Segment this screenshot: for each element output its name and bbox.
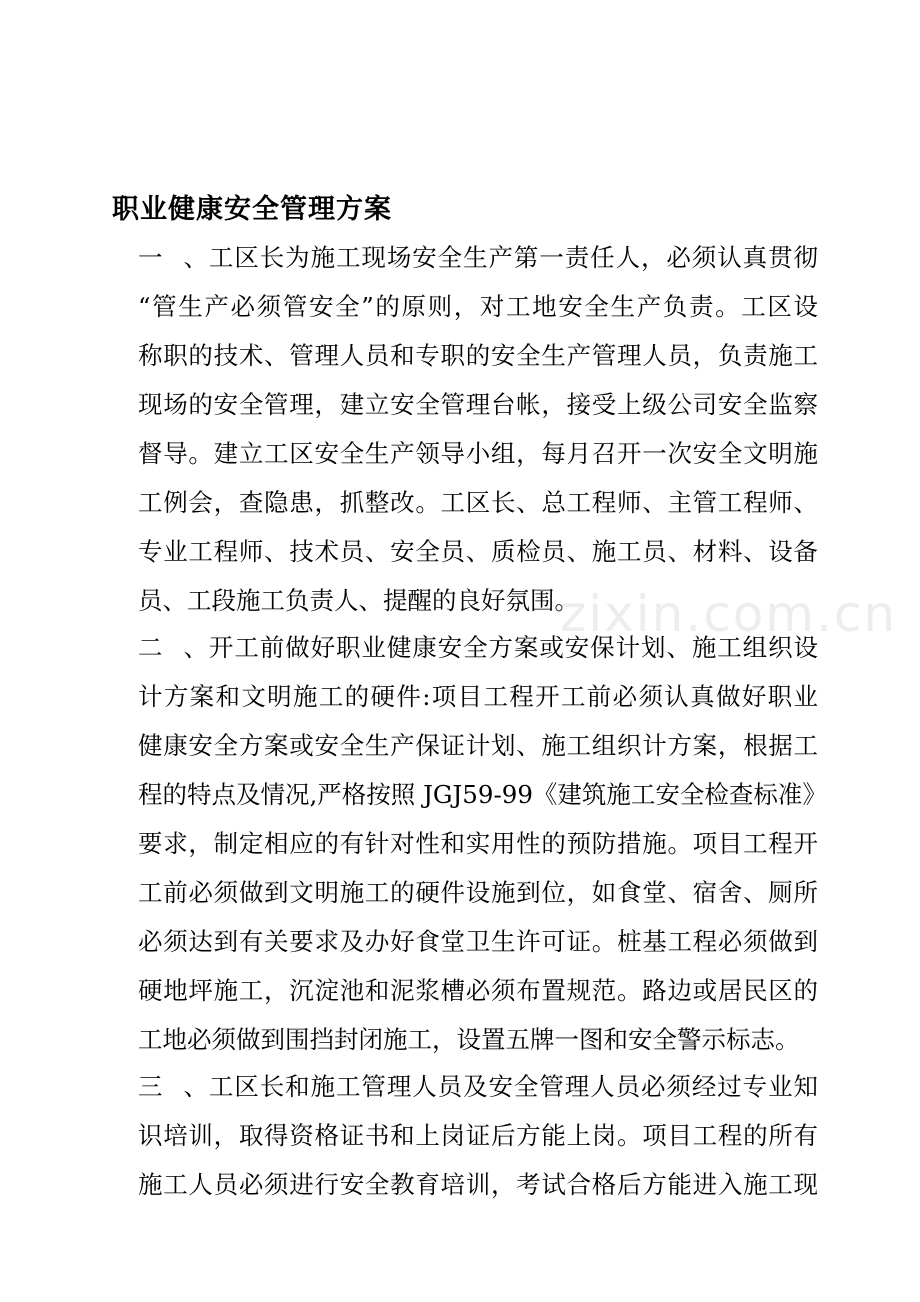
- section-number: 二、: [138, 633, 208, 662]
- text-line: 识培训，取得资格证书和上岗证后方能上岗。项目工程的所有: [138, 1121, 818, 1150]
- section-number: 三、: [138, 1072, 208, 1101]
- text-line: 称职的技术、管理人员和专职的安全生产管理人员，负责施工: [138, 341, 818, 370]
- text-line: 工地必须做到围挡封闭施工，设置五牌一图和安全警示标志。: [138, 1025, 800, 1054]
- section-2: [138, 623, 827, 1064]
- text-line: 要求，制定相应的有针对性和实用性的预防措施。项目工程开: [138, 829, 818, 858]
- line-text: 工区长和施工管理人员及安全管理人员必须经过专业知: [208, 1072, 818, 1101]
- section-number: 一、: [138, 243, 208, 272]
- text-line: [138, 1062, 818, 1111]
- text-line: 督导。建立工区安全生产领导小组，每月召开一次安全文明施: [138, 439, 818, 468]
- document-title: 职业健康安全管理方案: [112, 194, 392, 225]
- watermark: zixin.com.cn: [560, 585, 898, 643]
- section-3: [138, 1062, 818, 1209]
- text-line: 员、工段施工负责人、提醒的良好氛围。: [138, 586, 579, 615]
- text-line: 专业工程师、技术员、安全员、质检员、施工员、材料、设备: [138, 537, 818, 566]
- text-line: 必须达到有关要求及办好食堂卫生许可证。桩基工程必须做到: [138, 927, 818, 956]
- text-line: 施工人员必须进行安全教育培训，考试合格后方能进入施工现: [138, 1170, 818, 1199]
- text-line: 工前必须做到文明施工的硬件设施到位，如食堂、宿舍、厕所: [138, 878, 818, 907]
- text-line: “管生产必须管安全”的原则，对工地安全生产负责。工区设: [138, 292, 818, 321]
- text-line: 硬地坪施工，沉淀池和泥浆槽必须布置规范。路边或居民区的: [138, 976, 818, 1005]
- text-line: 工例会，查隐患，抓整改。工区长、总工程师、主管工程师、: [138, 488, 818, 517]
- text-line: 程的特点及情况,严格按照 JGJ59-99《建筑施工安全检查标准》: [138, 780, 827, 809]
- text-line: 健康安全方案或安全生产保证计划、施工组织计方案，根据工: [138, 731, 818, 760]
- line-text: 工区长为施工现场安全生产第一责任人，必须认真贯彻: [208, 243, 818, 272]
- line-text: 开工前做好职业健康安全方案或安保计划、施工组织设: [208, 633, 818, 662]
- text-line: 计方案和文明施工的硬件:项目工程开工前必须认真做好职业: [138, 682, 818, 711]
- text-line: 现场的安全管理，建立安全管理台帐，接受上级公司安全监察: [138, 390, 818, 419]
- text-line: [138, 623, 818, 672]
- text-line: [138, 233, 818, 282]
- section-1: [138, 233, 818, 625]
